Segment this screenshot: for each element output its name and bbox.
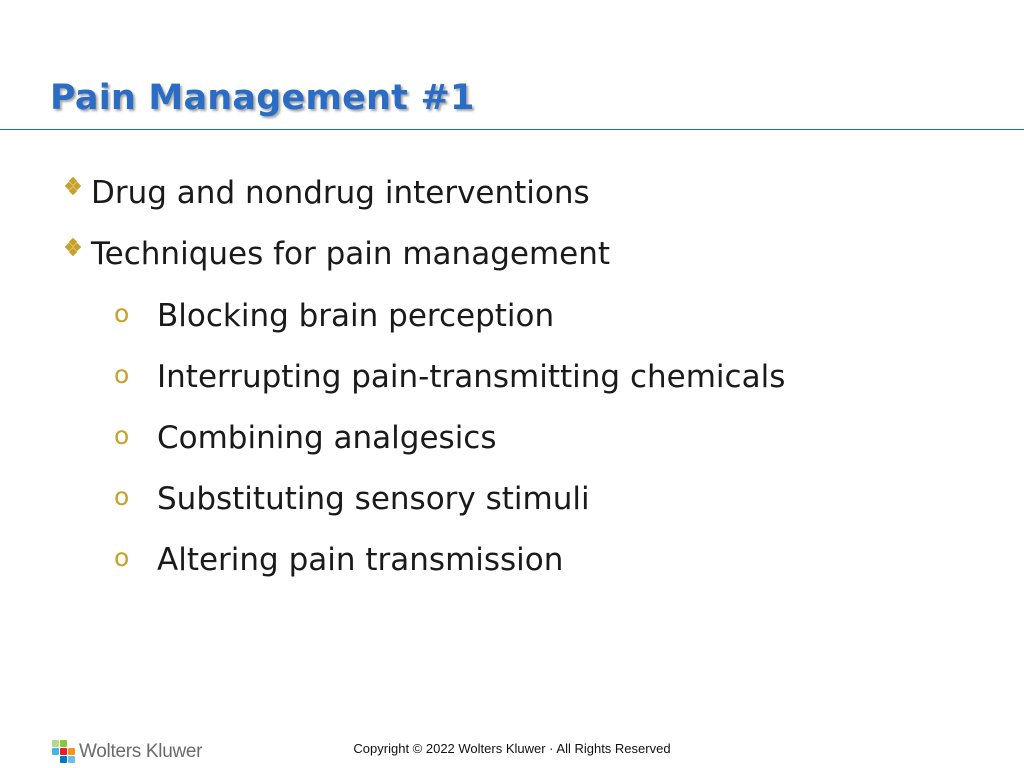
sub-bullet-item [114, 541, 563, 579]
circle-bullet-icon: o [114, 482, 130, 511]
sub-bullet-text: Substituting sensory stimuli [157, 481, 590, 517]
sub-bullet-text: Altering pain transmission [157, 542, 564, 578]
circle-bullet-icon: o [114, 360, 130, 389]
bullet-item [63, 174, 590, 212]
copyright-text: Copyright © 2022 Wolters Kluwer · All Rights Reserved [353, 741, 671, 756]
circle-bullet-icon: o [114, 543, 130, 572]
bullet-item [63, 235, 610, 273]
sub-bullet-item [114, 480, 590, 518]
sub-bullet-item [114, 419, 497, 457]
circle-bullet-icon: o [114, 421, 130, 450]
logo-text: Wolters Kluwer [79, 741, 203, 762]
bullet-text: Techniques for pain management [91, 236, 611, 272]
sub-bullet-item [114, 297, 554, 335]
bullet-text: Drug and nondrug interventions [91, 175, 590, 211]
circle-bullet-icon: o [114, 299, 130, 328]
slide-title: Pain Management #1 [50, 78, 475, 118]
diamond-bullet-icon [63, 174, 91, 210]
diamond-bullet-icon [63, 235, 91, 271]
sub-bullet-text: Interrupting pain-transmitting chemicals [157, 359, 786, 395]
sub-bullet-text: Blocking brain perception [157, 298, 555, 334]
sub-bullet-text: Combining analgesics [157, 420, 497, 456]
sub-bullet-item [114, 358, 785, 396]
